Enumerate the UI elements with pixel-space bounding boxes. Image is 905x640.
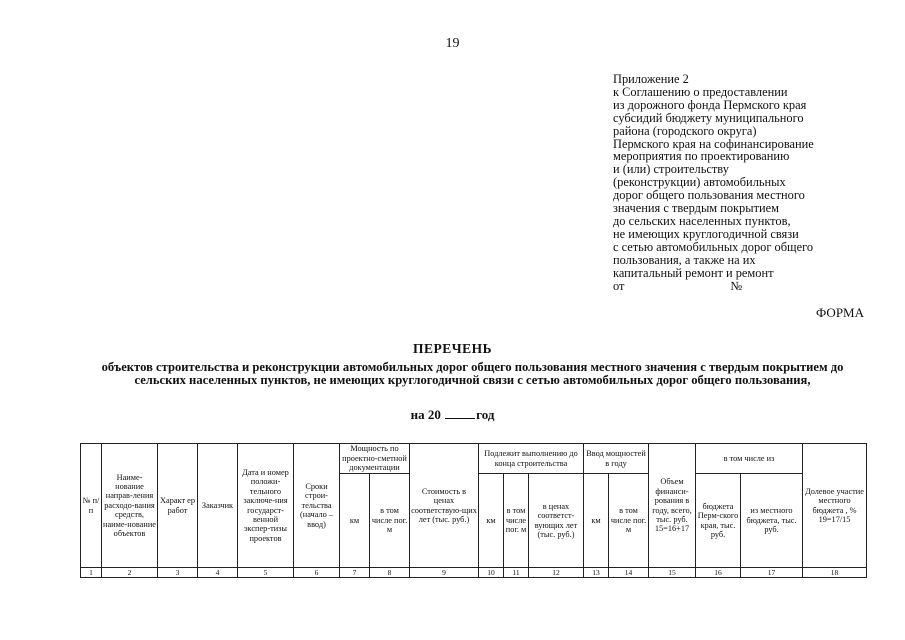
header-remaining-incl: в том числе пог. м: [504, 474, 529, 568]
header-regional-budget: бюджета Перм-ского края, тыс. руб.: [696, 474, 741, 568]
header-construction-terms: Сроки строи-тельства (начало – ввод): [294, 444, 340, 568]
appendix-line: и (или) строительству: [613, 162, 729, 177]
number-label: №: [730, 278, 743, 293]
column-number: 15: [649, 568, 696, 578]
appendix-line: с сетью автомобильных дорог общего: [613, 239, 814, 254]
header-local-budget: из местного бюджета, тыс. руб.: [741, 474, 803, 568]
appendix-line: значения с твердым покрытием: [613, 201, 779, 216]
column-number: 16: [696, 568, 741, 578]
column-number: 4: [198, 568, 238, 578]
appendix-line: до сельских населенных пунктов,: [613, 213, 791, 228]
column-number: 3: [158, 568, 198, 578]
column-number: 13: [584, 568, 609, 578]
header-financing-volume: Объем финанси-рования в году, всего, тыс. руб. 15=16+17: [649, 444, 696, 568]
appendix-line: Пермского края на софинансирование: [613, 136, 814, 151]
header-commissioning: Ввод мощностей в году: [584, 444, 649, 474]
column-number: 6: [294, 568, 340, 578]
appendix-line: субсидий бюджету муниципального: [613, 110, 804, 125]
header-work-character: Характ ер работ: [158, 444, 198, 568]
column-number: 10: [479, 568, 504, 578]
column-number: 18: [803, 568, 867, 578]
document-year-line: [0, 407, 905, 423]
header-capacity: Мощность по проектно-сметной документации: [340, 444, 410, 474]
column-number: 8: [370, 568, 410, 578]
column-number: 14: [609, 568, 649, 578]
header-local-share: Долевое участие местного бюджета , % 19=17/15: [803, 444, 867, 568]
header-remaining-work: Подлежит выполнению до конца строительства: [479, 444, 584, 474]
header-object-name: Наиме-нование направ-ления расходо-вания средств, наиме-нование объектов: [102, 444, 158, 568]
column-number: 5: [238, 568, 294, 578]
form-label: ФОРМА: [816, 305, 864, 320]
column-number: 9: [410, 568, 479, 578]
from-label: от: [613, 278, 625, 293]
appendix-line: пользования, а также на их: [613, 252, 756, 267]
agreement-date-number-line: [613, 280, 883, 293]
document-title: ПЕРЕЧЕНЬ: [412, 341, 493, 356]
header-capacity-incl: в том числе пог. м: [370, 474, 410, 568]
header-number: № п/п: [81, 444, 102, 568]
header-customer: Заказчик: [198, 444, 238, 568]
column-number: 7: [340, 568, 370, 578]
appendix-block: [613, 73, 883, 292]
header-including-from: в том числе из: [696, 444, 803, 474]
header-expertise: Дата и номер положи-тельного заключе-ния государст-венной экспер-тизы проектов: [238, 444, 294, 568]
header-remaining-km: км: [479, 474, 504, 568]
header-capacity-km: км: [340, 474, 370, 568]
column-numbers-row: [81, 568, 867, 578]
appendix-line: Приложение 2: [613, 72, 689, 86]
appendix-line: дорог общего пользования местного: [613, 188, 805, 203]
column-number: 1: [81, 568, 102, 578]
appendix-line: не имеющих круглогодичной связи: [613, 226, 799, 241]
header-commissioning-km: км: [584, 474, 609, 568]
appendix-line: (реконструкции) автомобильных: [613, 175, 786, 190]
year-blank-field: [445, 407, 475, 419]
column-number: 11: [504, 568, 529, 578]
year-suffix: год: [476, 407, 495, 422]
appendix-line: района (городского округа): [613, 123, 757, 138]
document-subtitle: объектов строительства и реконструкции автомобильных дорог общего пользования местного значения с твердым покрытием до сельских населенных пунктов, не имеющих круглогодичной связи с сетью автомобильных дорог общего пользования,: [101, 360, 844, 388]
appendix-line: из дорожного фонда Пермского края: [613, 97, 807, 112]
appendix-line: капитальный ремонт и ремонт: [613, 265, 774, 280]
header-remaining-prices: в ценах соответст-вующих лет (тыс. руб.): [529, 474, 584, 568]
appendix-line: к Соглашению о предоставлении: [613, 84, 788, 99]
column-number: 2: [102, 568, 158, 578]
page-number: 19: [445, 36, 460, 51]
year-prefix: на 20: [410, 407, 441, 422]
header-commissioning-incl: в том числе пог. м: [609, 474, 649, 568]
column-number: 12: [529, 568, 584, 578]
header-cost: Стоимость в ценах соответствую-щих лет (тыс. руб.): [410, 444, 479, 568]
appendix-line: мероприятия по проектированию: [613, 149, 790, 164]
objects-table: [80, 443, 867, 578]
column-number: 17: [741, 568, 803, 578]
